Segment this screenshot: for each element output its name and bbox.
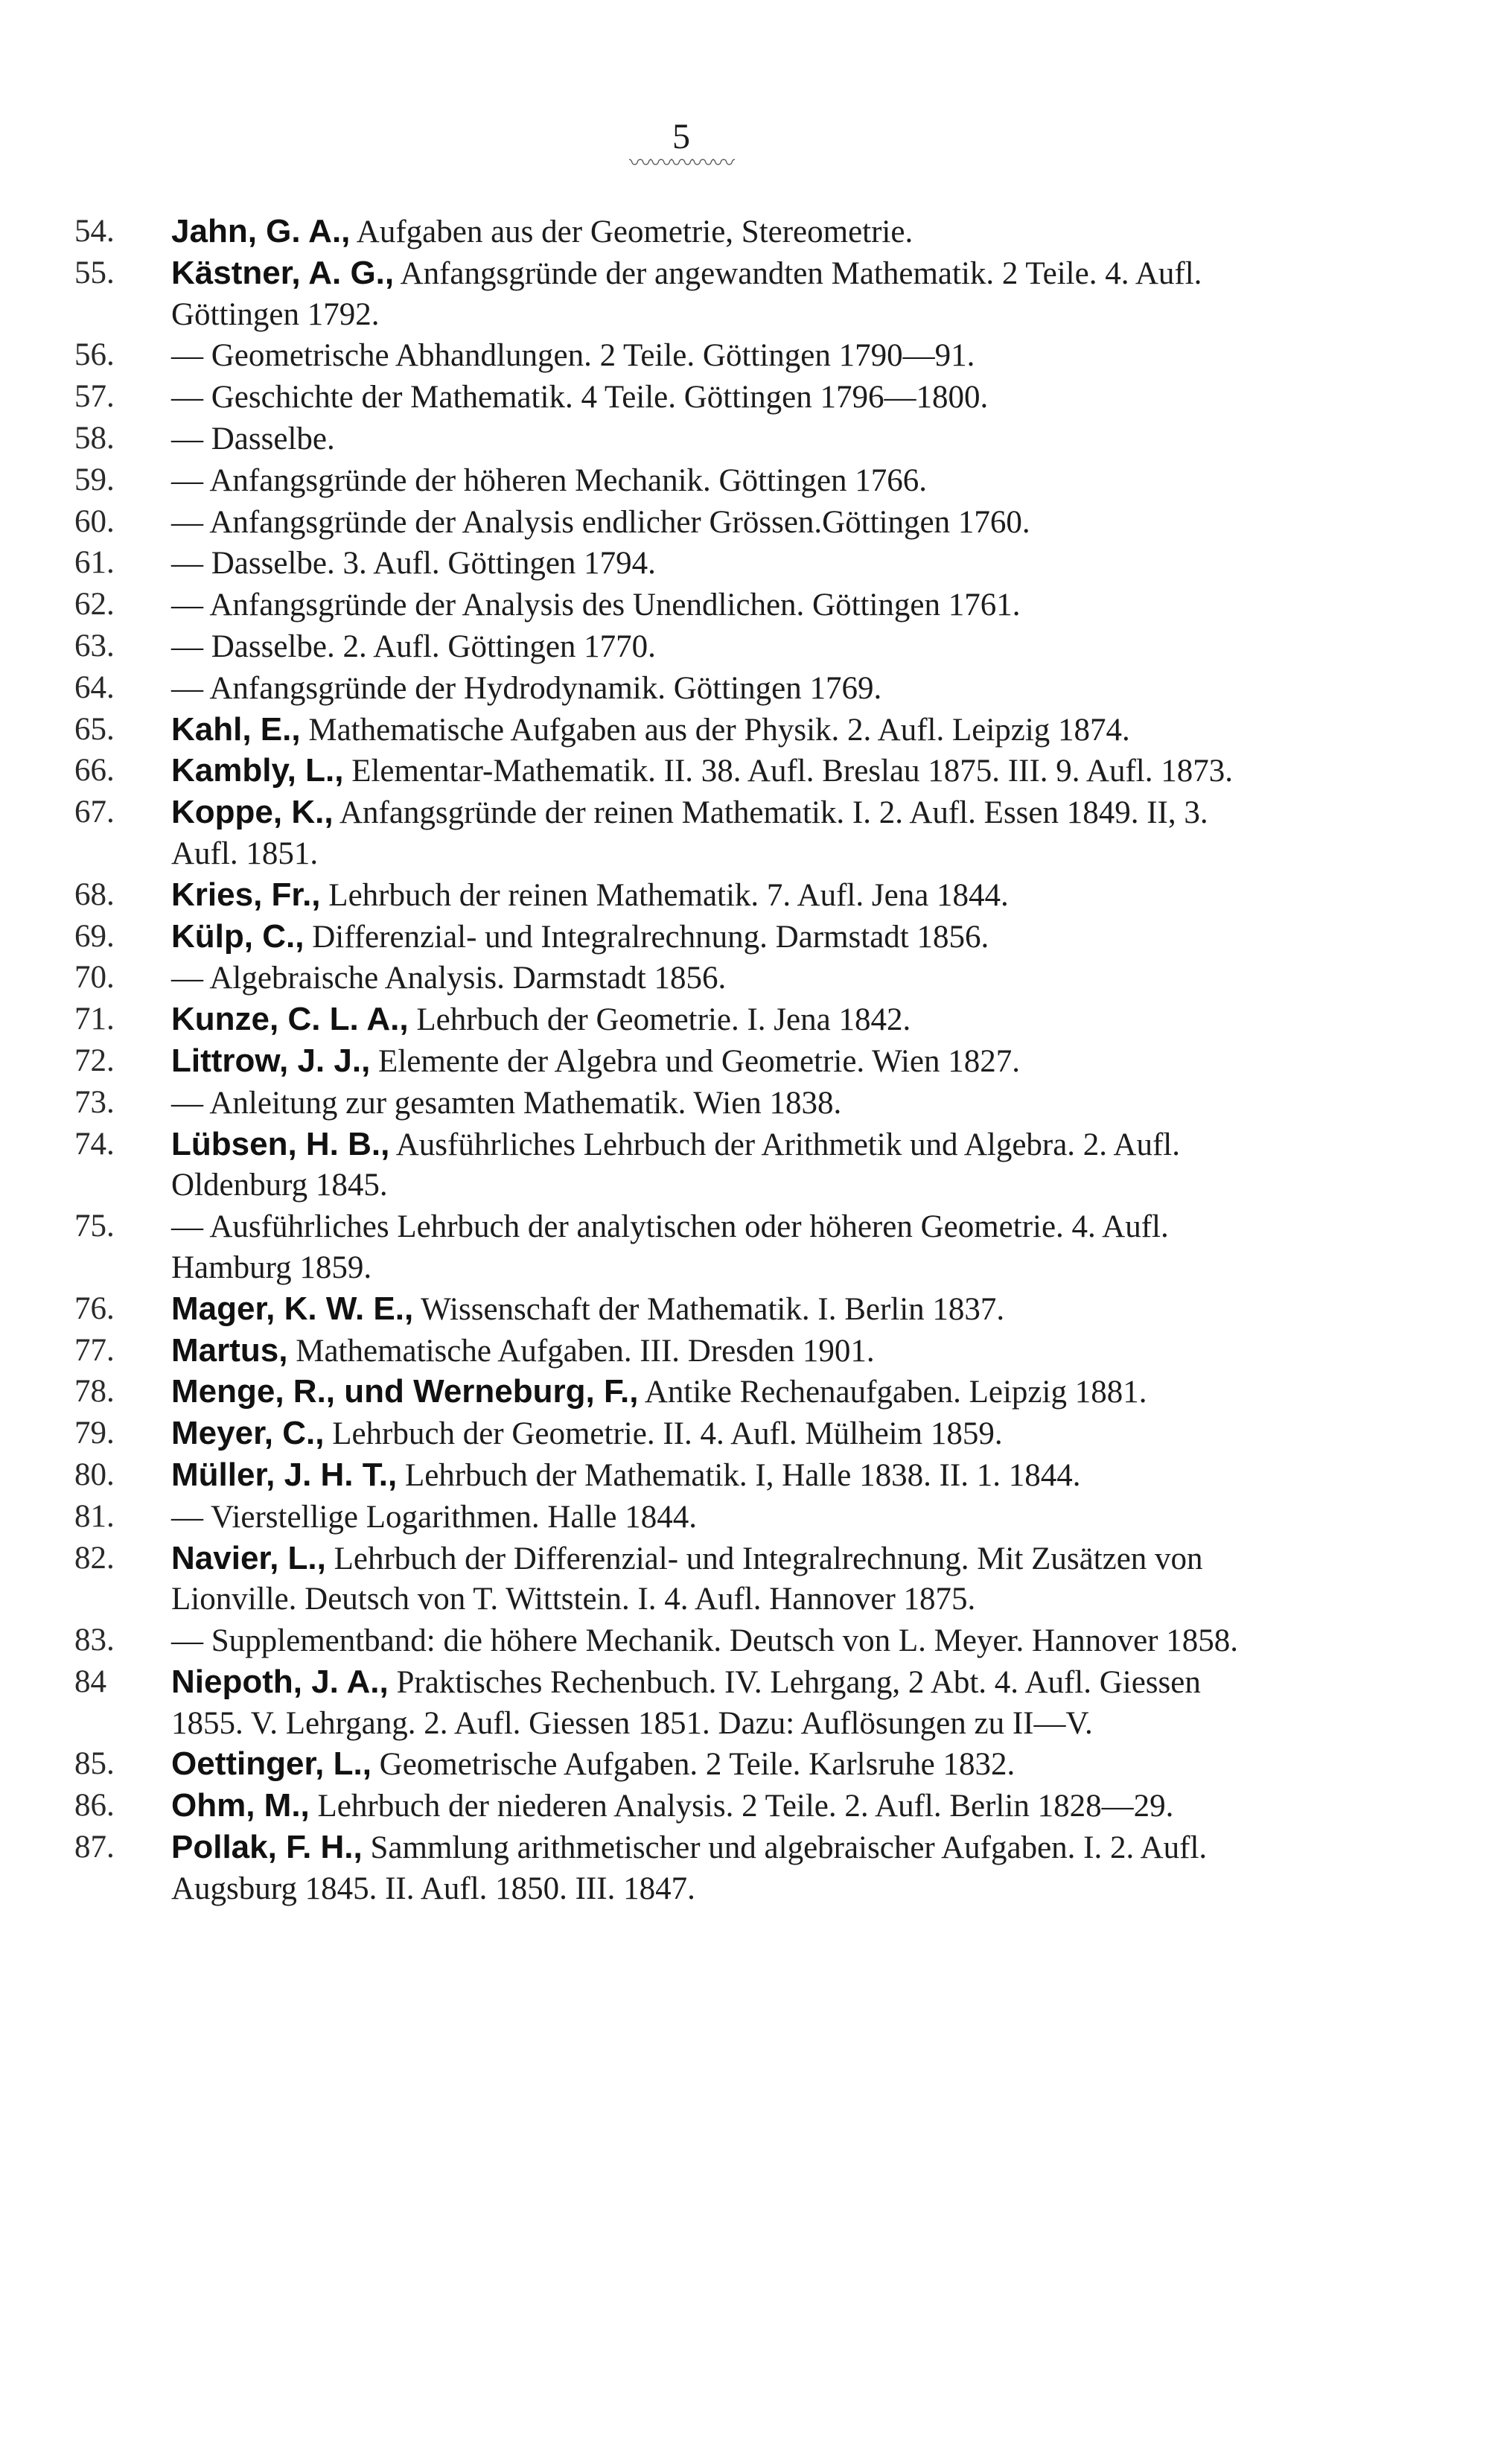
entry-number: 58. [74, 420, 115, 456]
entry-number: 60. [74, 503, 115, 539]
entry-title: Wissenschaft der Mathematik. I. Berlin 1837. [413, 1291, 1005, 1327]
entry-author: Niepoth, J. A., [171, 1663, 389, 1700]
entry-number: 57. [74, 379, 115, 415]
entry-title: — Anfangsgründe der Analysis des Unendlichen. Göttingen 1761. [171, 588, 1021, 623]
entry-title: — Dasselbe. 2. Aufl. Göttingen 1770. [171, 628, 656, 664]
entry-title: Antike Rechenaufgaben. Leipzig 1881. [638, 1375, 1147, 1410]
entry-number: 75. [74, 1209, 115, 1244]
bibliography-entry [74, 1538, 1281, 1621]
bibliography-entry [74, 543, 1281, 585]
entry-author: Menge, R., und Werneburg, F., [171, 1373, 639, 1410]
entry-number: 56. [74, 337, 115, 373]
entry-number: 79. [74, 1416, 115, 1451]
entry-number: 64. [74, 669, 115, 705]
entry-author: Meyer, C., [171, 1415, 325, 1452]
bibliography-entry [74, 668, 1281, 710]
entry-title: — Supplementband: die höhere Mechanik. Deutsch von L. Meyer. Hannover 1858. [171, 1623, 1238, 1659]
entry-number: 54. [74, 214, 115, 249]
entry-title: Lehrbuch der Geometrie. I. Jena 1842. [408, 1002, 911, 1038]
entry-title: Mathematische Aufgaben. III. Dresden 1901. [287, 1333, 875, 1369]
entry-title: Elementar-Mathematik. II. 38. Aufl. Breslau 1875. III. 9. Aufl. 1873. [343, 754, 1233, 789]
entry-author: Koppe, K., [171, 794, 334, 831]
entry-number: 83. [74, 1623, 115, 1658]
bibliography-entry [74, 626, 1281, 668]
entry-author: Mager, K. W. E., [171, 1290, 414, 1327]
entry-number: 59. [74, 462, 115, 497]
bibliography-entry [74, 999, 1281, 1041]
bibliography-entry [74, 792, 1281, 875]
entry-number: 62. [74, 587, 115, 623]
entry-title: — Geometrische Abhandlungen. 2 Teile. Göttingen 1790—91. [171, 338, 975, 374]
entry-title: — Anfangsgründe der höheren Mechanik. Göttingen 1766. [171, 462, 928, 498]
entry-author: Müller, J. H. T., [171, 1456, 398, 1493]
entry-title: Differenzial- und Integralrechnung. Darmstadt 1856. [304, 919, 989, 955]
entry-author: Lübsen, H. B., [171, 1125, 390, 1162]
entry-number: 82. [74, 1540, 115, 1576]
bibliography-entry [74, 1413, 1281, 1455]
entry-number: 63. [74, 628, 115, 663]
entry-author: Littrow, J. J., [171, 1042, 371, 1079]
entry-number: 72. [74, 1042, 115, 1078]
entry-number: 67. [74, 795, 115, 830]
entry-number: 84 [74, 1664, 106, 1699]
entry-author: Kambly, L., [171, 752, 344, 789]
entry-title: Lehrbuch der reinen Mathematik. 7. Aufl. Jena 1844. [320, 877, 1009, 913]
entry-number: 78. [74, 1374, 115, 1410]
bibliography-entry [74, 751, 1281, 792]
entry-number: 86. [74, 1788, 115, 1824]
bibliography-entry [74, 460, 1281, 502]
bibliography-entry [74, 1455, 1281, 1497]
entry-number: 77. [74, 1332, 115, 1368]
entry-title: Sammlung arithmetischer und algebraischer Aufgaben. I. 2. Aufl. Augsburg 1845. II. Aufl. 1850. III. 1847. [171, 1830, 1208, 1906]
bibliography-entry [74, 1083, 1281, 1124]
entry-number: 87. [74, 1830, 115, 1865]
bibliography-entry [74, 1331, 1281, 1372]
entry-title: — Vierstellige Logarithmen. Halle 1844. [171, 1499, 697, 1535]
entry-number: 74. [74, 1126, 115, 1162]
entry-number: 70. [74, 960, 115, 996]
entry-number: 55. [74, 255, 115, 290]
bibliography-entry [74, 502, 1281, 544]
entry-author: Ohm, M., [171, 1787, 310, 1824]
bibliography-entry [74, 253, 1281, 336]
entry-author: Külp, C., [171, 917, 305, 955]
entry-author: Kunze, C. L. A., [171, 1001, 409, 1038]
bibliography-entry [74, 1372, 1281, 1413]
entry-author: Navier, L., [171, 1539, 326, 1576]
bibliography-entry [74, 1289, 1281, 1331]
entry-number: 69. [74, 918, 115, 954]
bibliography-entry [74, 1124, 1281, 1207]
entry-title: Geometrische Aufgaben. 2 Teile. Karlsruhe 1832. [371, 1747, 1015, 1783]
entry-title: — Dasselbe. 3. Aufl. Göttingen 1794. [171, 546, 656, 582]
entry-number: 73. [74, 1084, 115, 1120]
entry-title: Lehrbuch der niederen Analysis. 2 Teile. 2. Aufl. Berlin 1828—29. [309, 1789, 1174, 1824]
bibliography-entry [74, 418, 1281, 460]
bibliography-list [74, 211, 1281, 1910]
bibliography-entry [74, 1206, 1281, 1289]
entry-author: Jahn, G. A., [171, 213, 351, 249]
bibliography-entry [74, 958, 1281, 999]
entry-title: Lehrbuch der Geometrie. II. 4. Aufl. Mülheim 1859. [324, 1416, 1003, 1452]
entry-title: Anfangsgründe der angewandten Mathematik. 2 Teile. 4. Aufl. Göttingen 1792. [171, 255, 1202, 332]
entry-title: — Algebraische Analysis. Darmstadt 1856. [171, 961, 727, 996]
entry-title: Ausführliches Lehrbuch der Arithmetik und Algebra. 2. Aufl. Oldenburg 1845. [171, 1127, 1181, 1203]
bibliography-entry [74, 1786, 1281, 1827]
entry-number: 80. [74, 1457, 115, 1492]
entry-title: — Geschichte der Mathematik. 4 Teile. Göttingen 1796—1800. [171, 380, 989, 416]
entry-number: 65. [74, 711, 115, 747]
entry-number: 76. [74, 1290, 115, 1326]
entry-title: Praktisches Rechenbuch. IV. Lehrgang, 2 Abt. 4. Aufl. Giessen 1855. V. Lehrgang. 2. Aufl. Giessen 1851. Dazu: Auflösungen zu II—V. [171, 1664, 1201, 1741]
bibliography-entry [74, 917, 1281, 958]
entry-title: — Anfangsgründe der Hydrodynamik. Göttingen 1769. [171, 670, 882, 706]
page-number-ornament: 〰〰〰〰〰 [629, 151, 733, 176]
entry-author: Kahl, E., [171, 710, 301, 748]
entry-number: 68. [74, 876, 115, 912]
bibliography-entry [74, 1662, 1281, 1745]
entry-number: 71. [74, 1002, 115, 1037]
bibliography-entry [74, 710, 1281, 751]
entry-number: 85. [74, 1746, 115, 1782]
bibliography-entry [74, 1497, 1281, 1538]
entry-title: — Dasselbe. [171, 421, 335, 456]
bibliography-entry [74, 1041, 1281, 1083]
bibliography-entry [74, 1620, 1281, 1662]
entry-number: 61. [74, 545, 115, 581]
entry-title: — Anfangsgründe der Analysis endlicher Grössen.Göttingen 1760. [171, 504, 1030, 540]
entry-title: — Ausführliches Lehrbuch der analytischen oder höheren Geometrie. 4. Aufl. Hamburg 1859. [171, 1209, 1169, 1285]
bibliography-entry [74, 1744, 1281, 1786]
bibliography-entry [74, 875, 1281, 917]
entry-title: Aufgaben aus der Geometrie, Stereometrie. [350, 214, 914, 249]
entry-title: Anfangsgründe der reinen Mathematik. I. 2. Aufl. Essen 1849. II, 3. Aufl. 1851. [171, 795, 1208, 871]
bibliography-entry [74, 1827, 1281, 1910]
entry-author: Pollak, F. H., [171, 1829, 363, 1866]
bibliography-entry [74, 211, 1281, 253]
entry-title: Lehrbuch der Differenzial- und Integralrechnung. Mit Zusätzen von Lionville. Deutsch von T. Wittstein. I. 4. Aufl. Hannover 1875. [171, 1541, 1203, 1617]
entry-title: — Anleitung zur gesamten Mathematik. Wien 1838. [171, 1085, 842, 1121]
bibliography-entry [74, 585, 1281, 626]
bibliography-entry [74, 377, 1281, 418]
entry-title: Mathematische Aufgaben aus der Physik. 2. Aufl. Leipzig 1874. [300, 712, 1130, 748]
entry-title: Elemente der Algebra und Geometrie. Wien 1827. [370, 1043, 1021, 1079]
page-number: 5 [672, 117, 690, 156]
entry-number: 66. [74, 753, 115, 789]
entry-title: Lehrbuch der Mathematik. I, Halle 1838. II. 1. 1844. [397, 1457, 1081, 1493]
entry-author: Kries, Fr., [171, 876, 321, 913]
entry-number: 81. [74, 1498, 115, 1534]
entry-author: Oettinger, L., [171, 1745, 372, 1783]
entry-author: Kästner, A. G., [171, 254, 395, 291]
entry-author: Martus, [171, 1331, 288, 1369]
bibliography-entry [74, 335, 1281, 377]
